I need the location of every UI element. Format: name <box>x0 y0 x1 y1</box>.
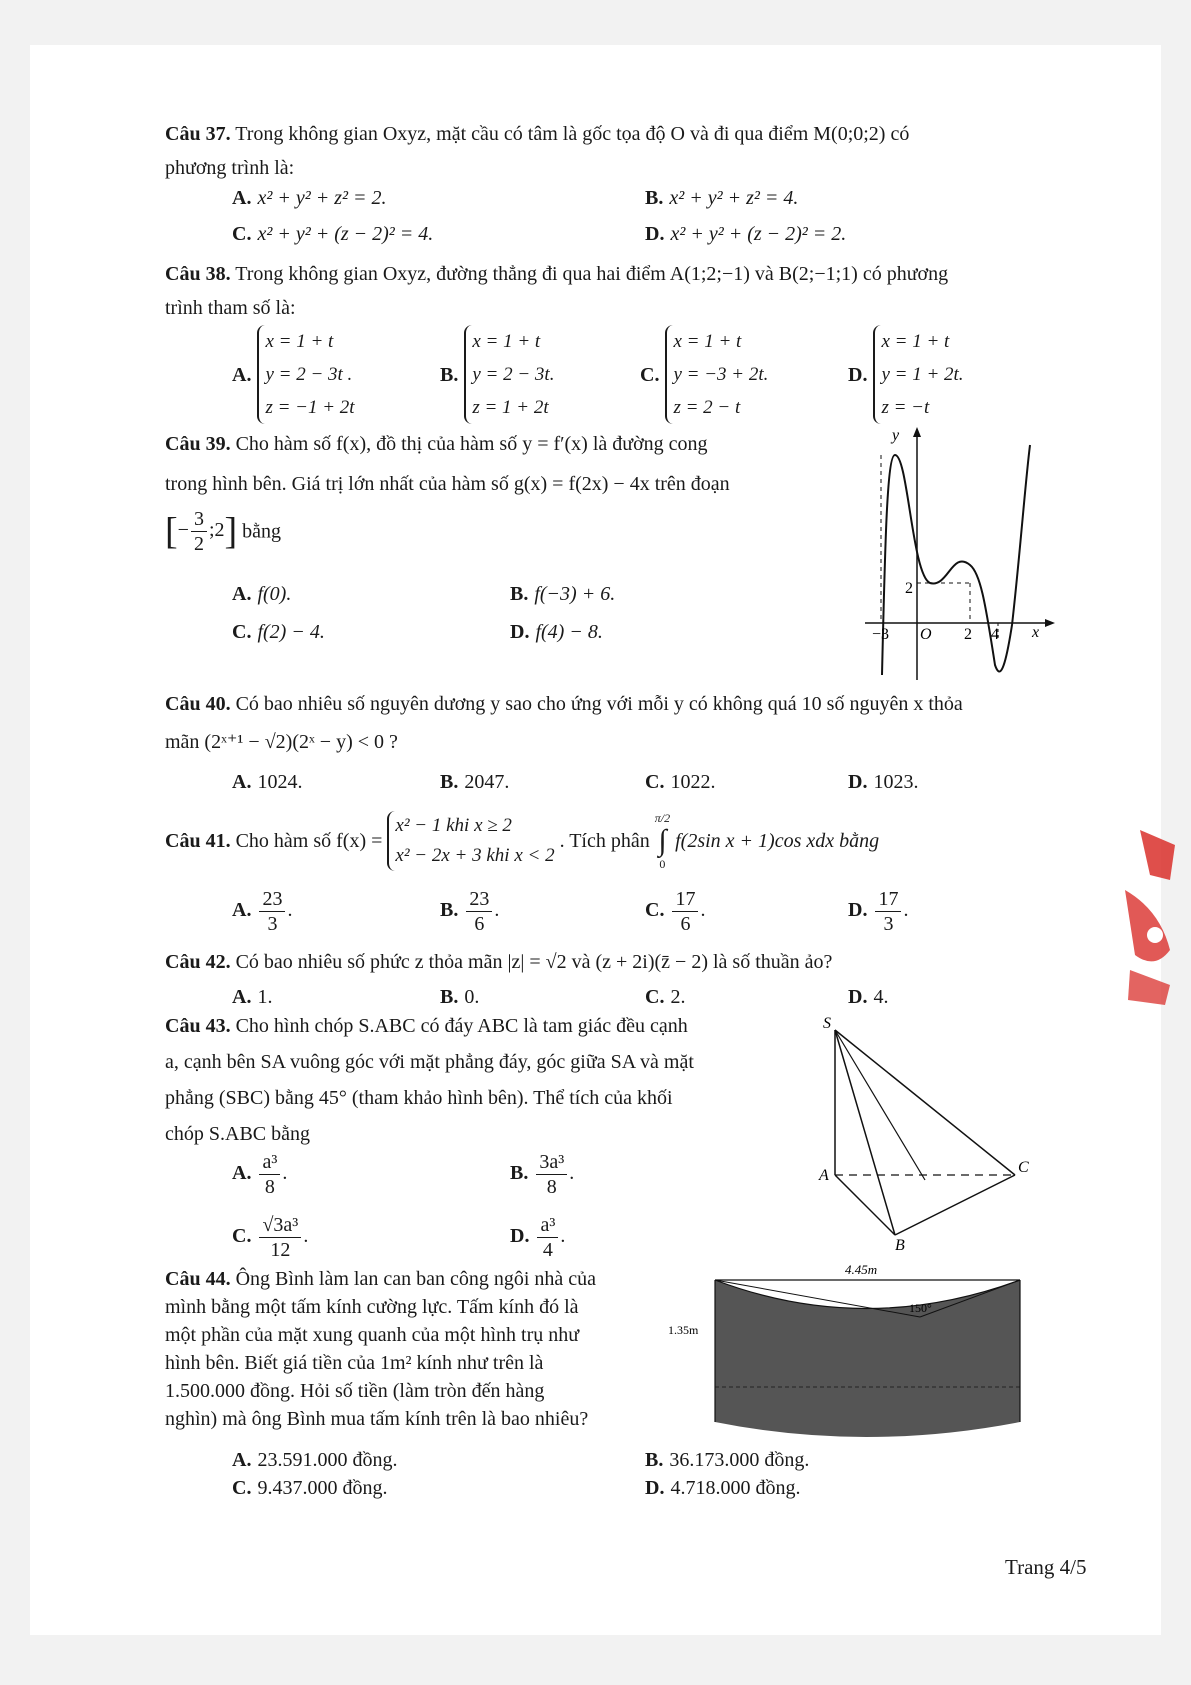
q37-option-b: B. x² + y² + z² = 4. <box>645 187 799 209</box>
q37-option-c: C. x² + y² + (z − 2)² = 4. <box>232 223 434 245</box>
q37-option-d: D. x² + y² + (z − 2)² = 2. <box>645 223 847 245</box>
q42-option-d: D. 4. <box>848 986 889 1008</box>
q43-option-d: D. $\frac{\text{a³}}{4}$ . <box>510 1213 566 1261</box>
question-40-line2: mãn (2ˣ⁺¹ − √2)(2ˣ − y) < 0 ? <box>165 731 398 753</box>
question-41: Câu 41. Cho hàm số f(x) = x² − 1 khi x ≥ 2 x² − 2x + 3 khi x < 2 . Tích phân π/2 ∫ 0 f(2sin x + 1)cos xdx bằng <box>165 811 880 871</box>
question-42 <box>165 948 832 976</box>
angle-label: 150° <box>909 1301 932 1315</box>
y-axis-label: y <box>892 427 900 444</box>
red-stamp-graphic <box>1120 820 1180 1020</box>
page-number: Trang 4/5 <box>1005 1555 1087 1579</box>
tick-label-x2: 2 <box>964 626 972 643</box>
glass-railing-figure <box>665 1262 1045 1442</box>
q43-option-a: A. $\frac{\text{a³}}{8}$ . <box>232 1150 288 1198</box>
q37-option-a: A. x² + y² + z² = 2. <box>232 187 387 209</box>
tick-label-y2: 2 <box>905 580 913 597</box>
y-axis-arrow <box>913 427 921 437</box>
question-label: Câu 43. <box>165 1015 231 1037</box>
tick-label-x4: 4 <box>991 626 999 643</box>
vertex-s: S <box>823 1015 831 1032</box>
q38-option-c: C.x = 1 + t y = −3 + 2t. z = 2 − t <box>640 325 768 424</box>
question-43-line3: phẳng (SBC) bằng 45° (tham khảo hình bên). Thể tích của khối <box>165 1087 673 1109</box>
q44-option-d: D. 4.718.000 đồng. <box>645 1477 801 1499</box>
question-44-line3: một phần của mặt xung quanh của một hình trụ như <box>165 1324 580 1346</box>
derivative-graph-figure <box>860 425 1060 690</box>
question-40 <box>165 690 963 718</box>
q38-option-a: A.x = 1 + t y = 2 − 3t . z = −1 + 2t <box>232 325 355 424</box>
x-axis-arrow <box>1045 619 1055 627</box>
question-43: Câu 43. Cho hình chóp S.ABC có đáy ABC là tam giác đều cạnh <box>165 1015 688 1037</box>
q39-option-c: C. f(2) − 4. <box>232 621 325 643</box>
q44-option-c: C. 9.437.000 đồng. <box>232 1477 388 1499</box>
q41-option-a: A. $\frac{23}{3}$ . <box>232 887 293 935</box>
question-label: Câu 39. <box>165 433 231 455</box>
question-text: Trong không gian Oxyz, mặt cầu có tâm là gốc tọa độ O và đi qua điểm M(0;0;2) có <box>235 123 910 145</box>
question-39 <box>165 430 708 458</box>
q39-option-d: D. f(4) − 8. <box>510 621 603 643</box>
origin-label: O <box>920 626 932 643</box>
q40-option-a: A. 1024. <box>232 771 303 793</box>
question-text: Có bao nhiêu số phức z thỏa mãn |z| = √2 và (z + 2i)(z̄ − 2) là số thuần ảo? <box>235 951 833 973</box>
question-43-line2: a, cạnh bên SA vuông góc với mặt phẳng đáy, góc giữa SA và mặt <box>165 1051 694 1073</box>
question-text: Cho hàm số f(x), đồ thị của hàm số y = f′(x) là đường cong <box>235 433 708 455</box>
q44-option-a: A. 23.591.000 đồng. <box>232 1449 398 1471</box>
q42-option-a: A. 1. <box>232 986 273 1008</box>
question-37 <box>165 120 909 148</box>
question-37-line2: phương trình là: <box>165 157 295 179</box>
q42-option-b: B. 0. <box>440 986 480 1008</box>
q44-option-b: B. 36.173.000 đồng. <box>645 1449 810 1471</box>
question-label: Câu 41. <box>165 830 231 852</box>
question-38 <box>165 260 948 288</box>
question-44-line5: 1.500.000 đồng. Hỏi số tiền (làm tròn đến hàng <box>165 1380 545 1402</box>
x-axis-label: x <box>1032 624 1040 641</box>
question-39-interval: [− $\frac{3}{2}$ ;2] bằng <box>165 507 282 555</box>
question-label: Câu 42. <box>165 951 231 973</box>
vertex-a: A <box>819 1167 829 1184</box>
vertex-c: C <box>1018 1159 1029 1176</box>
question-label: Câu 44. <box>165 1268 231 1290</box>
q38-option-d: D.x = 1 + t y = 1 + 2t. z = −t <box>848 325 964 424</box>
height-label: 1.35m <box>668 1323 699 1337</box>
q39-option-b: B. f(−3) + 6. <box>510 583 616 605</box>
tick-label-neg3: −3 <box>872 626 890 643</box>
q39-option-a: A. f(0). <box>232 583 292 605</box>
q41-option-c: C. $\frac{17}{6}$ . <box>645 887 706 935</box>
q40-option-c: C. 1022. <box>645 771 716 793</box>
question-44-line2: mình bằng một tấm kính cường lực. Tấm kính đó là <box>165 1296 579 1318</box>
q43-option-b: B. $\frac{\text{3a³}}{8}$ . <box>510 1150 575 1198</box>
q40-option-b: B. 2047. <box>440 771 510 793</box>
width-label: 4.45m <box>845 1262 878 1277</box>
q38-option-b: B.x = 1 + t y = 2 − 3t. z = 1 + 2t <box>440 325 554 424</box>
question-label: Câu 38. <box>165 263 231 285</box>
question-43-line4: chóp S.ABC bằng <box>165 1123 310 1145</box>
question-39-line2: trong hình bên. Giá trị lớn nhất của hàm số g(x) = f(2x) − 4x trên đoạn <box>165 473 730 495</box>
pyramid-figure <box>815 1010 1040 1250</box>
vertex-b: B <box>895 1237 905 1250</box>
question-text: Có bao nhiêu số nguyên dương y sao cho ứng với mỗi y có không quá 10 số nguyên x thỏa <box>235 693 963 715</box>
question-label: Câu 37. <box>165 123 231 145</box>
q41-option-b: B. $\frac{23}{6}$ . <box>440 887 500 935</box>
question-label: Câu 40. <box>165 693 231 715</box>
question-44-line6: nghìn) mà ông Bình mua tấm kính trên là bao nhiêu? <box>165 1408 589 1430</box>
q40-option-d: D. 1023. <box>848 771 919 793</box>
q43-option-c: C. $\frac{\text{√3a³}}{12}$ . <box>232 1213 309 1261</box>
derivative-curve <box>882 445 1030 675</box>
question-38-line2: trình tham số là: <box>165 297 296 319</box>
question-44: Câu 44. Ông Bình làm lan can ban công ngôi nhà của <box>165 1268 597 1290</box>
q42-option-c: C. 2. <box>645 986 686 1008</box>
question-44-line4: hình bên. Biết giá tiền của 1m² kính như trên là <box>165 1352 544 1374</box>
q41-option-d: D. $\frac{17}{3}$ . <box>848 887 909 935</box>
question-text: Trong không gian Oxyz, đường thẳng đi qua hai điểm A(1;2;−1) và B(2;−1;1) có phương <box>235 263 949 285</box>
